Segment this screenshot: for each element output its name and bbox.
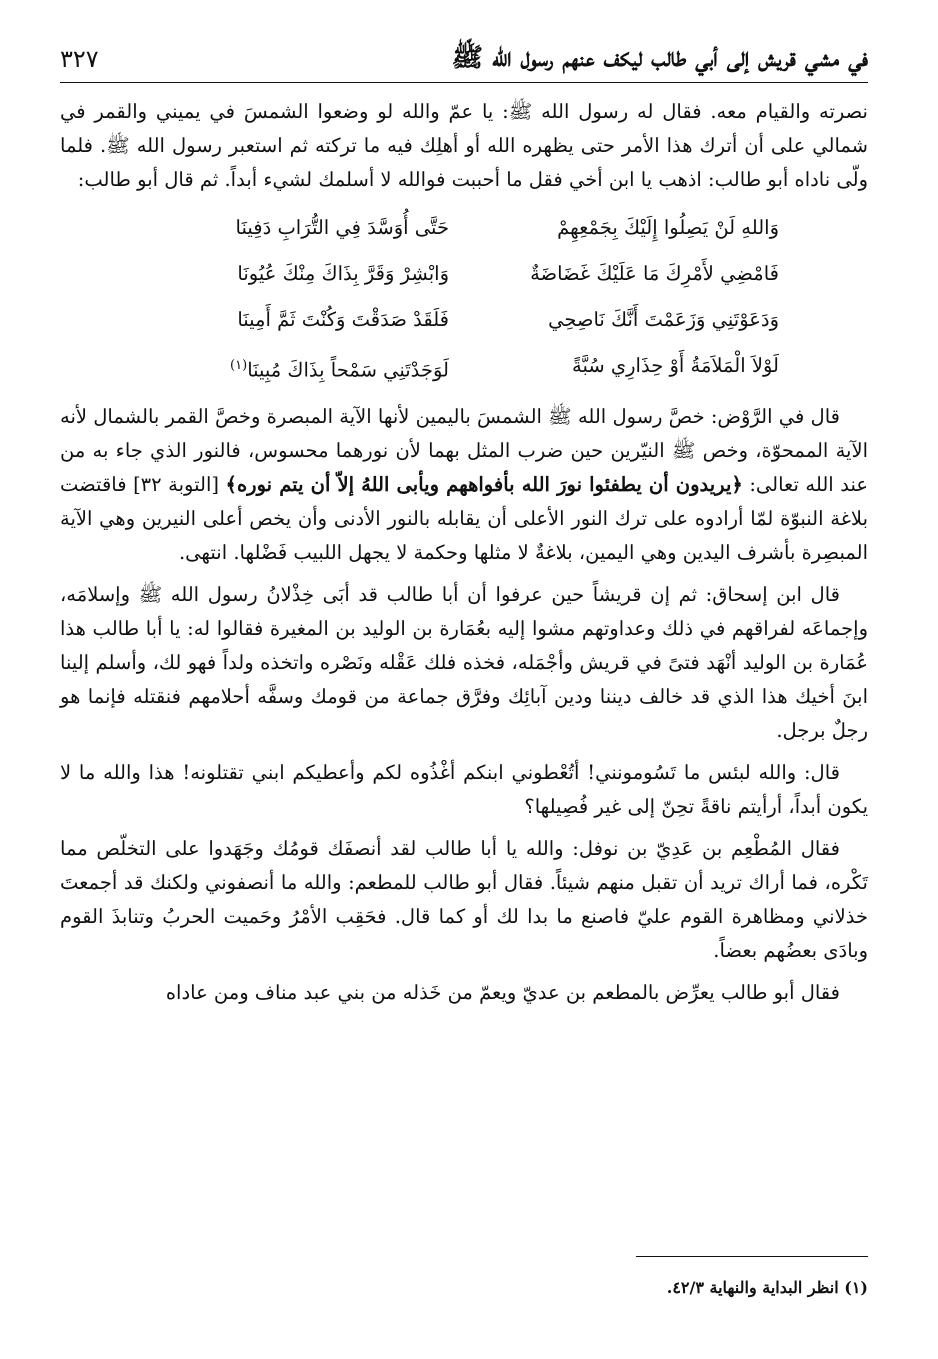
- verse-first-half: لَوْلاَ الْمَلاَمَةُ أَوْ حِذَارِي سُبَّةً: [572, 354, 779, 377]
- poem-verse: [60, 251, 868, 297]
- verse-second-half: فَلَقَدْ صَدَقْتَ وَكُنْتَ ثَمَّ أَمِينَا: [237, 308, 449, 331]
- paragraph-2: [60, 400, 868, 570]
- page-number: ٣٢٧: [60, 45, 99, 74]
- verse-first-half: وَاللهِ لَنْ يَصِلُوا إِلَيْكَ بِجَمْعِهِمْ: [557, 216, 779, 239]
- verse-second-half: [149, 343, 449, 394]
- verse-second-half: وَابْشِرْ وَقَرَّ بِذَاكَ مِنْكَ عُيُونَا: [237, 262, 449, 285]
- paragraph-1: نصرته والقيام معه. فقال له رسول الله ﷺ: يا عمّ والله لو وضعوا الشمسَ في يميني والقمر في شمالي على أن أترك هذا الأمر حتى يظهره الله أو أهلِك فيه ما تركته ثم استعبر رسول الله ﷺ. فلما ولّى ناداه أبو طالب: اذهب يا ابن أخي فقل ما أحببت فوالله لا أسلمك لشيء أبداً. ثم قال أبو طالب:: [60, 100, 868, 191]
- header-divider: [60, 82, 868, 83]
- footnote-reference[interactable]: (١): [230, 358, 248, 373]
- poem-verse: [60, 297, 868, 343]
- paragraph-5: فقال المُطْعِم بن عَدِيّ بن نوفل: والله يا أبا طالب لقد أنصفَك قومُك وجَهَدوا على التخلّص مما تَكْره، فما أراك تريد أن تقبل منهم شيئاً. فقال أبو طالب للمطعم: والله ما أنصفوني ولكنك قد أجمعتَ خذلاني ومظاهرة القوم عليّ فاصنع ما بدا لك أو كما قال. فحَقِب الأمْرُ وحَميت الحربُ وتنابذَ القوم وبادَى بعضُهم بعضاً.: [60, 836, 868, 962]
- paragraph-2-start: قال في الرَّوْض: خصَّ رسول الله ﷺ الشمسَ باليمين لأنها الآية المبصرة وخصَّ القمر بالشمال لأنه الآية الممحوّة، وخص ﷺ النيّرين حين ضرب المثل بهما لأن نورهما محسوس، فالنور الذي جاء به من عند الله تعالى:: [60, 404, 868, 496]
- book-page: [60, 30, 868, 1330]
- running-title: في مشي قريش إلى أبي طالب ليكف عنهم رسول الله ﷺ: [451, 42, 868, 73]
- poem: [60, 205, 868, 394]
- footnote-divider: [636, 1256, 868, 1257]
- verse-second-half-text: لَوَجَدْتَنِي سَمْحاً بِذَاكَ مُبِينَا: [247, 358, 449, 382]
- verse-first-half: وَدَعَوْتَنِي وَزَعَمْتَ أَنَّكَ نَاصِحِي: [548, 308, 779, 331]
- verse-second-half: حَتَّى أُوَسَّدَ فِي التُّرَابِ دَفِينَا: [235, 216, 449, 239]
- paragraph-3: قال ابن إسحاق: ثم إن قريشاً حين عرفوا أن أبا طالب قد أبَى خِذْلانُ رسول الله ﷺ وإسلامَه، وإجماعَه لفراقهم في ذلك وعداوتهم مشوا إليه بعُمَارة بن الوليد بن المغيرة فقالوا له: يا أبا طالب هذا عُمَارة بن الوليد أنْهَد فتىً في قريش وأجْمَله، فخذه فلك عَقْله ونَصْره واتخذه ولداً فهو لك، وأسلم إلينا ابنَ أخيك هذا الذي قد خالف ديننا ودين آبائِك وفرَّق جماعة من قومك وسفَّه أحلامهم فنقتله فإنما هو رجلٌ برجل.: [60, 582, 868, 742]
- main-text: [60, 95, 868, 1010]
- verse-first-half: فَامْضِي لأَمْرِكَ مَا عَلَيْكَ غَضَاضَةٌ: [530, 262, 779, 285]
- footnote: (١) انظر البداية والنهاية ٤٢/٣.: [666, 1278, 868, 1297]
- page-header: [60, 30, 868, 74]
- paragraph-6: فقال أبو طالب يعرِّض بالمطعم بن عديّ ويعمّ من خَذله من بني عبد مناف ومن عاداه: [165, 980, 840, 1004]
- poem-verse: [60, 343, 868, 394]
- paragraph-4: قال: والله لبئس ما تَسُومونني! أتُعْطوني ابنكم أغْذُوه لكم وأعطيكم ابني تقتلونه! هذا والله ما لا يكون أبداً، أرأيتم ناقةً تحِنّ إلى غير فُصِيلها؟: [60, 760, 868, 818]
- paragraph-2-end: [التوبة ٣٢] فاقتضت بلاغة النبوّة لمّا أرادوه على ترك النور الأعلى أن يقابله بالنور الأدنى وأن يخص أعلى النيرين وهي الآية المبصِرة بأشرف اليدين وهي اليمين، بلاغةٌ لا مثلها وحكمة لا يجهل اللبيب فَضْلها. انتهى.: [60, 472, 868, 564]
- poem-verse: [60, 205, 868, 251]
- quran-verse: ﴿يريدون أن يطفئوا نورَ الله بأفواههم ويأبى اللهُ إلاّ أن يتم نوره﴾: [225, 472, 743, 496]
